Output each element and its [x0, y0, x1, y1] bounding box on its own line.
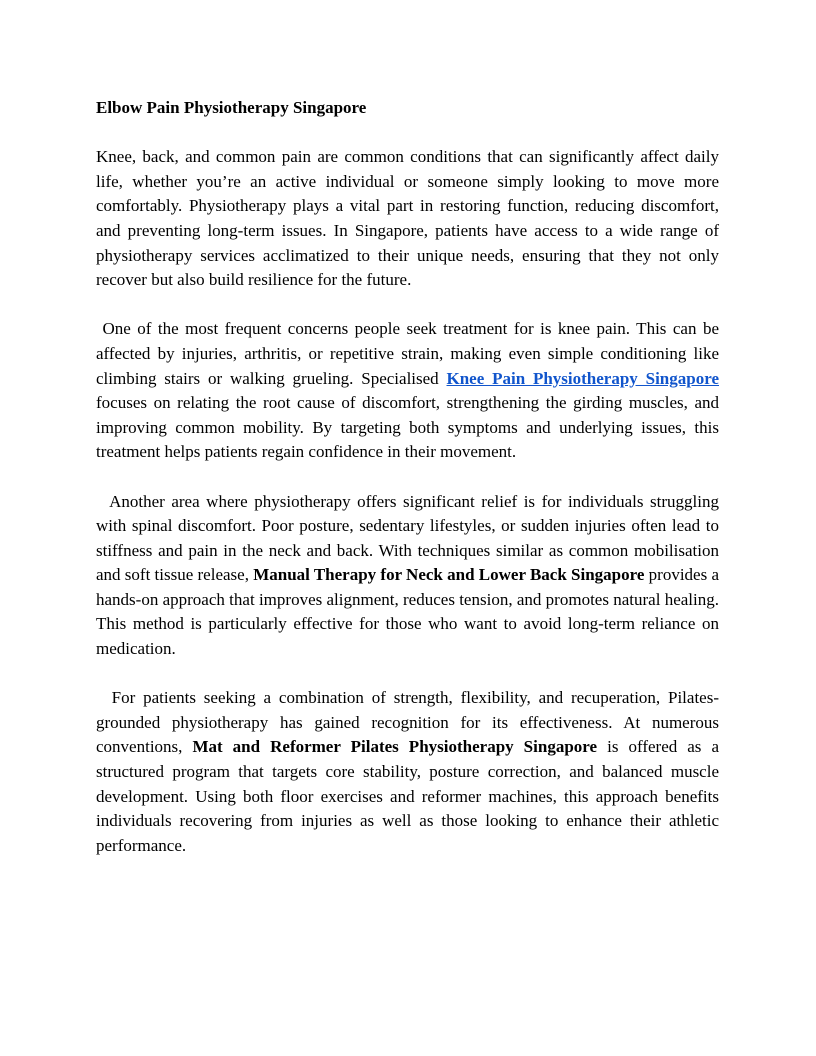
paragraph-intro: Knee, back, and common pain are common conditions that can significantly affect daily life, whether you’re an active individual or someone simply looking to move more comfortably. Physiotherapy plays a vital part in restoring function, reducing discomfort, and preventing long-term issues. In Singapore, patients have access to a wide range of physiotherapy services acclimatized to their unique needs, ensuring that they not only recover but also build resilience for the future.	[96, 147, 719, 290]
paragraph-text: provides a hands-on approach that improves alignment, reduces tension, and promotes natural healing. This method is particularly effective for those who want to avoid long-term reliance on medication.	[96, 565, 719, 659]
paragraph-text: Another area where physiotherapy offers significant relief is for individuals struggling with spinal discomfort. Poor posture, sedentary lifestyles, or sudden injuries often lead to stiffness and pain in the neck and back. With techniques similar as common mobilisation and soft tissue release,	[96, 491, 719, 585]
document-title: Elbow Pain Physiotherapy Singapore	[96, 98, 367, 117]
paragraph-text: One of the most frequent concerns people seek treatment for is knee pain. This can be affected by injuries, arthritis, or repetitive strain, making even simple conditioning like climbing stairs or walking grueling. Specialised	[96, 319, 719, 388]
knee-pain-physiotherapy-link[interactable]: Knee Pain Physiotherapy Singapore	[446, 368, 719, 388]
paragraph-pilates	[96, 686, 719, 858]
paragraph-text: is offered as a structured program that targets core stability, posture correction, and balanced muscle development. Using both floor exercises and reformer machines, this approach benefits individuals recovering from injuries as well as those looking to enhance their athletic performance.	[96, 737, 720, 855]
paragraph-manual-therapy	[96, 490, 719, 662]
document-page	[96, 96, 719, 883]
paragraph-text: focuses on relating the root cause of discomfort, strengthening the girding muscles, and improving common mobility. By targeting both symptoms and underlying issues, this treatment helps patients regain confidence in their movement.	[96, 393, 719, 462]
paragraph-text: For patients seeking a combination of strength, flexibility, and recuperation, Pilates- grounded physiotherapy has gained recognition for its effectiveness. At numerous conventions,	[96, 688, 719, 757]
manual-therapy-bold-term: Manual Therapy for Neck and Lower Back Singapore	[253, 565, 645, 585]
paragraph-knee-pain	[96, 317, 719, 465]
pilates-bold-term: Mat and Reformer Pilates Physiotherapy Singapore	[192, 737, 598, 757]
